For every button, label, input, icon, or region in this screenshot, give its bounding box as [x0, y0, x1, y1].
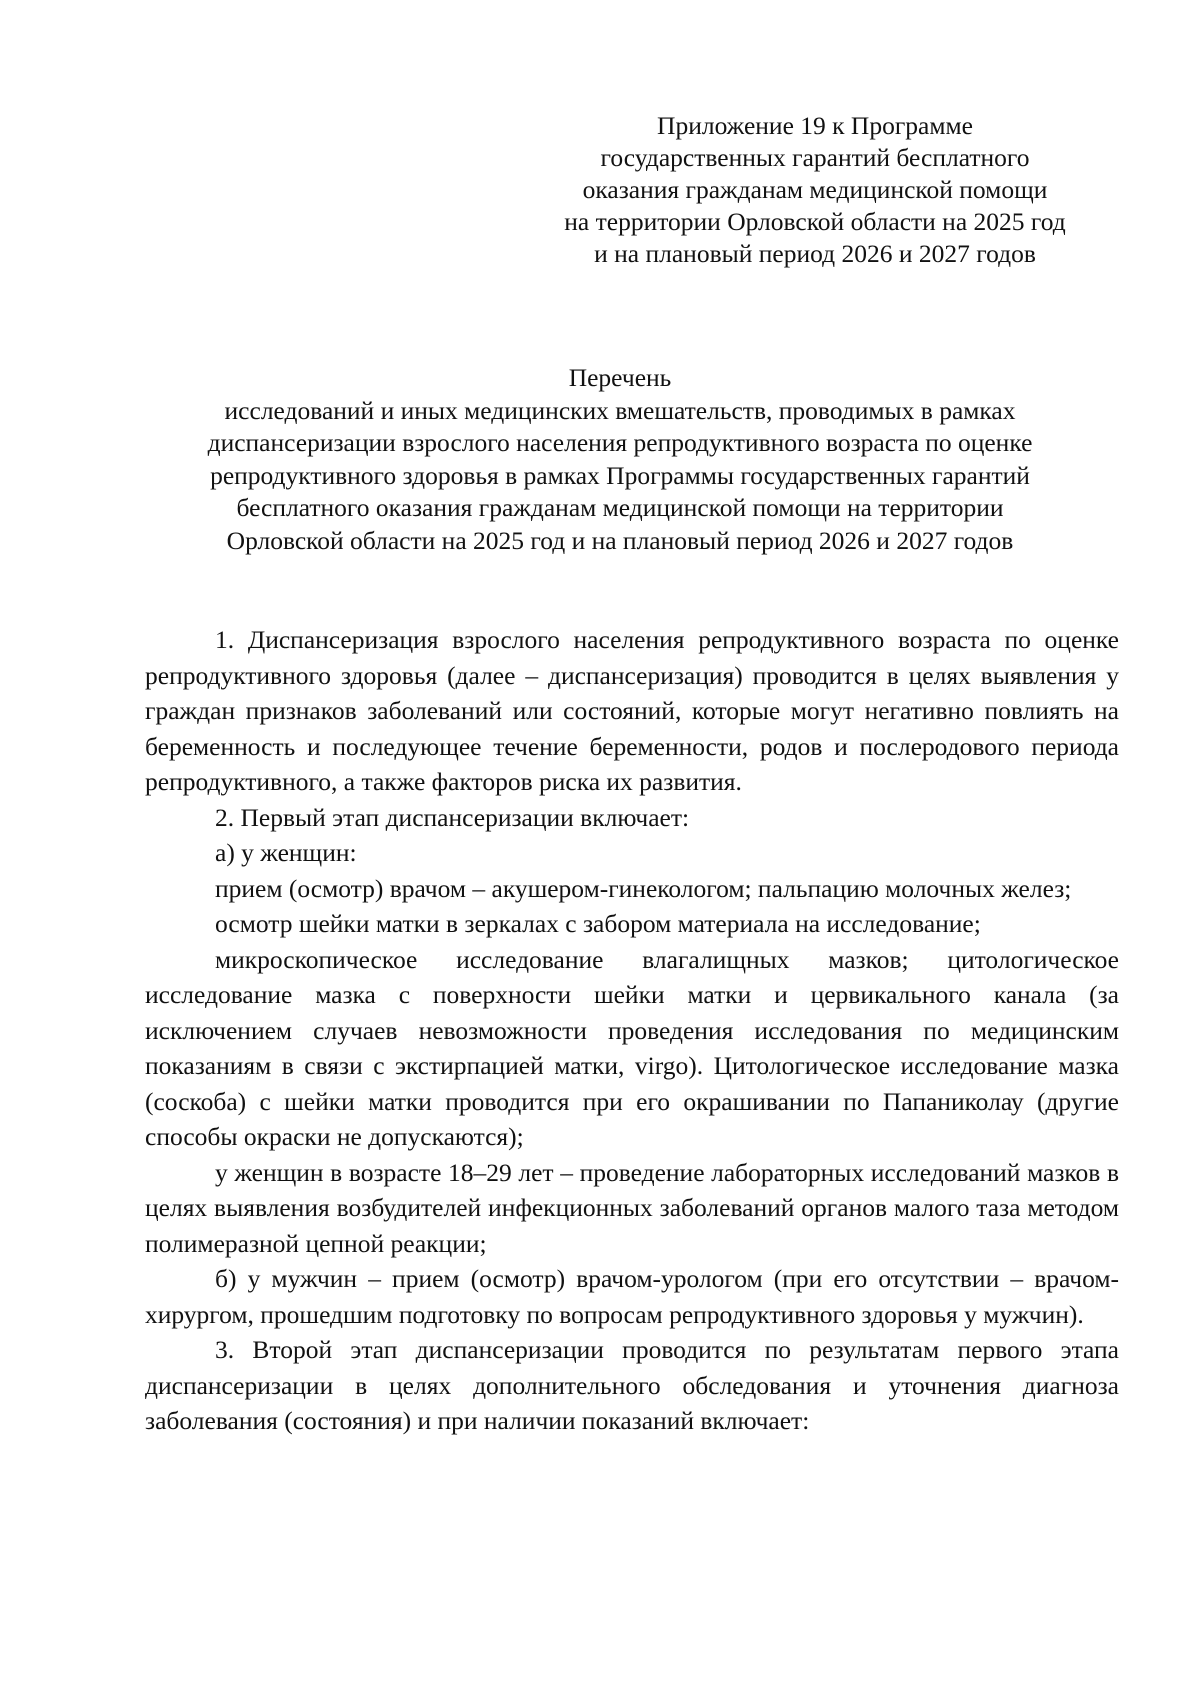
- document-title: [140, 362, 1100, 557]
- paragraph-cervix: осмотр шейки матки в зеркалах с забором материала на исследование;: [215, 909, 981, 938]
- paragraph-2b: б) у мужчин – прием (осмотр) врачом-урологом (при его отсутствии – врачом-хирургом, прошедшим подготовку по вопросам репродуктивного здоровья у мужчин).: [145, 1264, 1119, 1329]
- title-heading: Перечень: [568, 363, 672, 392]
- appendix-line: Приложение 19 к Программе: [657, 111, 973, 140]
- paragraph-2a: а) у женщин:: [215, 838, 357, 867]
- appendix-line: на территории Орловской области на 2025 год: [564, 207, 1066, 236]
- paragraph-pcr: у женщин в возрасте 18–29 лет – проведение лабораторных исследований мазков в целях выявления возбудителей инфекционных заболеваний органов малого таза методом полимеразной цепной реакции;: [145, 1157, 1119, 1258]
- appendix-header: [520, 110, 1110, 270]
- appendix-line: и на плановый период 2026 и 2027 годов: [594, 239, 1036, 268]
- paragraph-2: 2. Первый этап диспансеризации включает:: [215, 802, 690, 832]
- paragraph-3: 3. Второй этап диспансеризации проводится по результатам первого этапа диспансеризации в целях дополнительного обследования и уточнения диагноза заболевания (состояния) и при наличии показаний включает:: [145, 1335, 1119, 1435]
- title-line: бесплатного оказания гражданам медицинской помощи на территории: [236, 493, 1004, 522]
- document-body: [145, 622, 1119, 1439]
- appendix-line: государственных гарантий бесплатного: [600, 143, 1030, 172]
- paragraph-microscopy: микроскопическое исследование влагалищных мазков; цитологическое исследование мазка с поверхности шейки матки и цервикального канала (за исключением случаев невозможности проведения исследования по медицинским показаниям в связи с экстирпацией матки, virgo). Цитологическое исследование мазка (соскоба) с шейки матки проводится при его окрашивании по Папаниколау (другие способы окраски не допускаются);: [145, 944, 1119, 1151]
- title-line: исследований и иных медицинских вмешательств, проводимых в рамках: [224, 395, 1016, 425]
- title-line: Орловской области на 2025 год и на плановый период 2026 и 2027 годов: [226, 525, 1014, 555]
- title-line: диспансеризации взрослого населения репродуктивного возраста по оценке: [207, 428, 1033, 457]
- title-line: репродуктивного здоровья в рамках Программы государственных гарантий: [210, 460, 1030, 490]
- paragraph-1: 1. Диспансеризация взрослого населения репродуктивного возраста по оценке репродуктивного здоровья (далее – диспансеризация) проводится в целях выявления у граждан признаков заболеваний или состояний, которые могут негативно повлиять на беременность и последующее течение беременности, родов и послеродового периода репродуктивного, а также факторов риска их развития.: [145, 625, 1119, 796]
- appendix-line: оказания гражданам медицинской помощи: [582, 175, 1048, 204]
- paragraph-exam: прием (осмотр) врачом – акушером-гинекологом; пальпацию молочных желез;: [215, 873, 1072, 903]
